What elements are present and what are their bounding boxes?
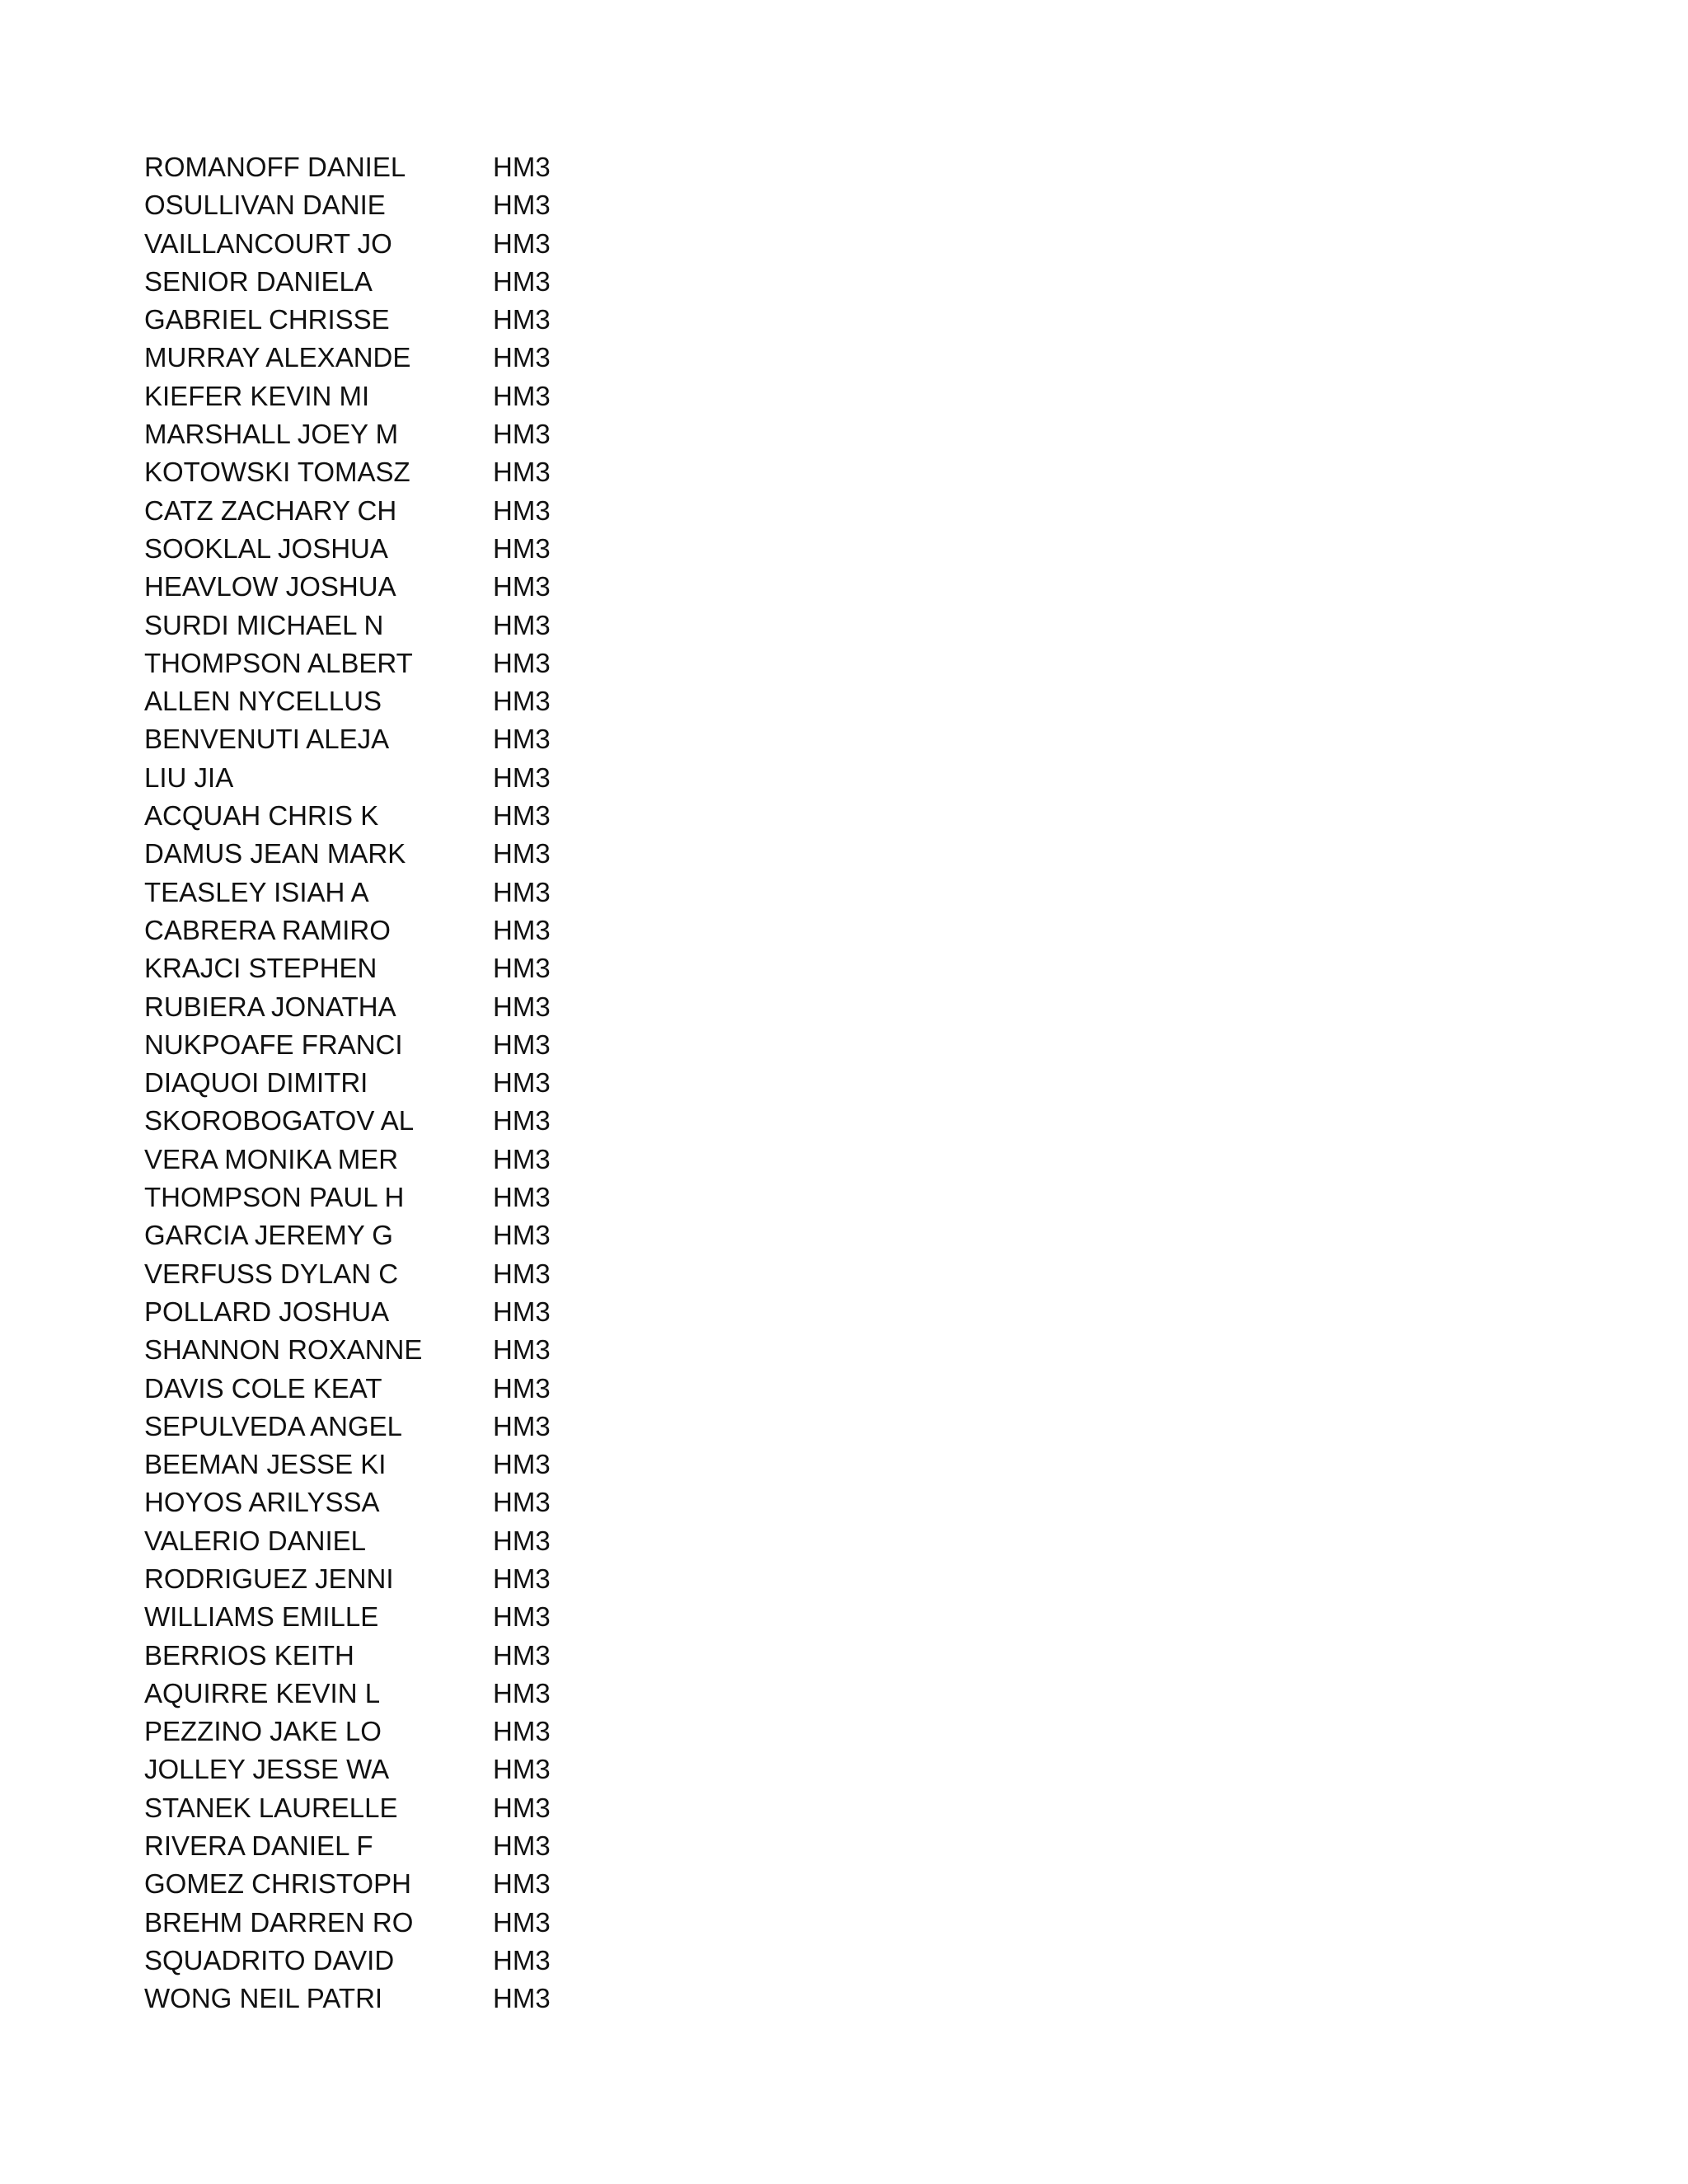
- roster-row: [144, 1064, 721, 1102]
- member-name: RUBIERA JONATHA: [144, 991, 396, 1022]
- member-rate: HM3: [493, 190, 551, 221]
- roster-row: [144, 1141, 721, 1179]
- roster-row: [144, 1560, 721, 1598]
- member-name: HEAVLOW JOSHUA: [144, 571, 396, 602]
- roster-row: [144, 1408, 721, 1446]
- member-rate: HM3: [493, 1983, 551, 2014]
- member-rate: HM3: [493, 1029, 551, 1060]
- member-name: SHANNON ROXANNE: [144, 1334, 423, 1366]
- roster-row: [144, 1675, 721, 1713]
- member-rate: HM3: [493, 762, 551, 793]
- member-rate: HM3: [493, 1906, 551, 1938]
- member-rate: HM3: [493, 457, 551, 488]
- member-rate: HM3: [493, 1487, 551, 1518]
- member-rate: HM3: [493, 914, 551, 945]
- member-rate: HM3: [493, 1754, 551, 1785]
- member-name: BERRIOS KEITH: [144, 1639, 354, 1671]
- member-name: VERFUSS DYLAN C: [144, 1258, 399, 1289]
- member-rate: HM3: [493, 1334, 551, 1366]
- roster-row: [144, 263, 721, 301]
- member-name: OSULLIVAN DANIE: [144, 190, 386, 221]
- member-name: AQUIRRE KEVIN L: [144, 1677, 381, 1708]
- member-name: WONG NEIL PATRI: [144, 1983, 383, 2014]
- member-name: KRAJCI STEPHEN: [144, 953, 377, 984]
- roster-row: [144, 1026, 721, 1064]
- member-name: SENIOR DANIELA: [144, 265, 373, 297]
- member-rate: HM3: [493, 152, 551, 182]
- member-name: SKOROBOGATOV AL: [144, 1105, 415, 1137]
- member-rate: HM3: [493, 1067, 551, 1099]
- member-name: HOYOS ARILYSSA: [144, 1487, 380, 1518]
- member-name: JOLLEY JESSE WA: [144, 1754, 390, 1785]
- member-rate: HM3: [493, 494, 551, 526]
- member-name: DAVIS COLE KEAT: [144, 1372, 382, 1404]
- member-rate: HM3: [493, 1410, 551, 1441]
- member-rate: HM3: [493, 1143, 551, 1174]
- member-name: GOMEZ CHRISTOPH: [144, 1868, 411, 1900]
- roster-row: [144, 415, 721, 453]
- roster-row: [144, 530, 721, 568]
- roster-row: [144, 1216, 721, 1254]
- roster-row: [144, 1255, 721, 1293]
- member-name: POLLARD JOSHUA: [144, 1296, 390, 1327]
- roster-row: [144, 1598, 721, 1636]
- roster-row: [144, 874, 721, 912]
- member-rate: HM3: [493, 227, 551, 259]
- roster-row: [144, 1293, 721, 1331]
- member-name: CATZ ZACHARY CH: [144, 494, 397, 526]
- roster-row: [144, 1713, 721, 1750]
- roster-row: [144, 1827, 721, 1865]
- roster-row: [144, 759, 721, 797]
- member-name: THOMPSON PAUL H: [144, 1182, 405, 1213]
- member-rate: HM3: [493, 1372, 551, 1404]
- member-name: KOTOWSKI TOMASZ: [144, 457, 410, 488]
- roster-row: [144, 1637, 721, 1675]
- roster-row: [144, 301, 721, 339]
- member-rate: HM3: [493, 609, 551, 640]
- member-name: BREHM DARREN RO: [144, 1906, 414, 1938]
- member-rate: HM3: [493, 1296, 551, 1327]
- roster-row: [144, 1483, 721, 1521]
- roster-row: [144, 225, 721, 263]
- roster-row: [144, 797, 721, 835]
- roster-row: [144, 1370, 721, 1408]
- member-rate: HM3: [493, 991, 551, 1022]
- roster-row: [144, 568, 721, 606]
- member-name: VERA MONIKA MER: [144, 1143, 399, 1174]
- member-name: KIEFER KEVIN MI: [144, 380, 370, 411]
- member-name: RIVERA DANIEL F: [144, 1830, 373, 1862]
- member-name: ACQUAH CHRIS K: [144, 800, 379, 832]
- member-name: DIAQUOI DIMITRI: [144, 1067, 368, 1099]
- roster-row: [144, 339, 721, 377]
- roster-row: [144, 186, 721, 224]
- roster-row: [144, 1102, 721, 1140]
- roster-row: [144, 1942, 721, 1980]
- member-name: TEASLEY ISIAH A: [144, 876, 369, 907]
- member-rate: HM3: [493, 1792, 551, 1823]
- member-name: STANEK LAURELLE: [144, 1792, 398, 1823]
- member-rate: HM3: [493, 800, 551, 832]
- roster-row: [144, 377, 721, 415]
- roster-row: [144, 988, 721, 1026]
- member-rate: HM3: [493, 1830, 551, 1862]
- member-rate: HM3: [493, 1639, 551, 1671]
- member-name: NUKPOAFE FRANCI: [144, 1029, 403, 1060]
- roster-row: [144, 835, 721, 873]
- member-rate: HM3: [493, 1182, 551, 1213]
- roster-row: [144, 492, 721, 530]
- member-rate: HM3: [493, 724, 551, 755]
- member-rate: HM3: [493, 380, 551, 411]
- member-rate: HM3: [493, 532, 551, 564]
- member-name: THOMPSON ALBERT: [144, 647, 413, 678]
- member-rate: HM3: [493, 1220, 551, 1251]
- roster-row: [144, 1865, 721, 1903]
- member-rate: HM3: [493, 1105, 551, 1137]
- member-name: CABRERA RAMIRO: [144, 914, 391, 945]
- member-rate: HM3: [493, 838, 551, 869]
- member-rate: HM3: [493, 1563, 551, 1594]
- member-name: GABRIEL CHRISSE: [144, 304, 390, 335]
- roster-row: [144, 1750, 721, 1788]
- member-name: SOOKLAL JOSHUA: [144, 532, 388, 564]
- member-rate: HM3: [493, 647, 551, 678]
- roster-row: [144, 1331, 721, 1369]
- roster-row: [144, 644, 721, 682]
- roster-row: [144, 912, 721, 949]
- roster-row: [144, 949, 721, 987]
- member-rate: HM3: [493, 265, 551, 297]
- roster-row: [144, 1446, 721, 1483]
- member-rate: HM3: [493, 953, 551, 984]
- member-name: PEZZINO JAKE LO: [144, 1716, 382, 1747]
- member-name: ROMANOFF DANIEL: [144, 152, 406, 182]
- member-rate: HM3: [493, 1716, 551, 1747]
- member-rate: HM3: [493, 304, 551, 335]
- member-name: DAMUS JEAN MARK: [144, 838, 406, 869]
- roster-row: [144, 1904, 721, 1942]
- member-rate: HM3: [493, 686, 551, 717]
- roster-row: [144, 453, 721, 491]
- member-rate: HM3: [493, 876, 551, 907]
- roster-row: [144, 1179, 721, 1216]
- member-name: LIU JIA: [144, 762, 234, 793]
- member-rate: HM3: [493, 1258, 551, 1289]
- member-rate: HM3: [493, 571, 551, 602]
- member-rate: HM3: [493, 1601, 551, 1633]
- roster-row: [144, 1522, 721, 1560]
- member-name: RODRIGUEZ JENNI: [144, 1563, 394, 1594]
- member-name: SQUADRITO DAVID: [144, 1944, 395, 1975]
- roster-row: [144, 1789, 721, 1827]
- member-name: MARSHALL JOEY M: [144, 419, 399, 450]
- roster-row: [144, 607, 721, 644]
- member-name: ALLEN NYCELLUS: [144, 686, 382, 717]
- member-rate: HM3: [493, 419, 551, 450]
- member-rate: HM3: [493, 1868, 551, 1900]
- member-name: BEEMAN JESSE KI: [144, 1449, 387, 1480]
- member-name: SEPULVEDA ANGEL: [144, 1410, 403, 1441]
- roster-row: [144, 720, 721, 758]
- roster-row: [144, 682, 721, 720]
- roster-list: [144, 148, 721, 2018]
- roster-row: [144, 148, 721, 186]
- member-name: VALERIO DANIEL: [144, 1525, 366, 1556]
- member-rate: HM3: [493, 1677, 551, 1708]
- member-name: GARCIA JEREMY G: [144, 1220, 393, 1251]
- member-name: WILLIAMS EMILLE: [144, 1601, 379, 1633]
- member-rate: HM3: [493, 1449, 551, 1480]
- member-rate: HM3: [493, 1944, 551, 1975]
- member-name: SURDI MICHAEL N: [144, 609, 384, 640]
- member-name: MURRAY ALEXANDE: [144, 342, 411, 373]
- member-name: BENVENUTI ALEJA: [144, 724, 390, 755]
- roster-row: [144, 1980, 721, 2018]
- member-name: VAILLANCOURT JO: [144, 227, 392, 259]
- member-rate: HM3: [493, 342, 551, 373]
- member-rate: HM3: [493, 1525, 551, 1556]
